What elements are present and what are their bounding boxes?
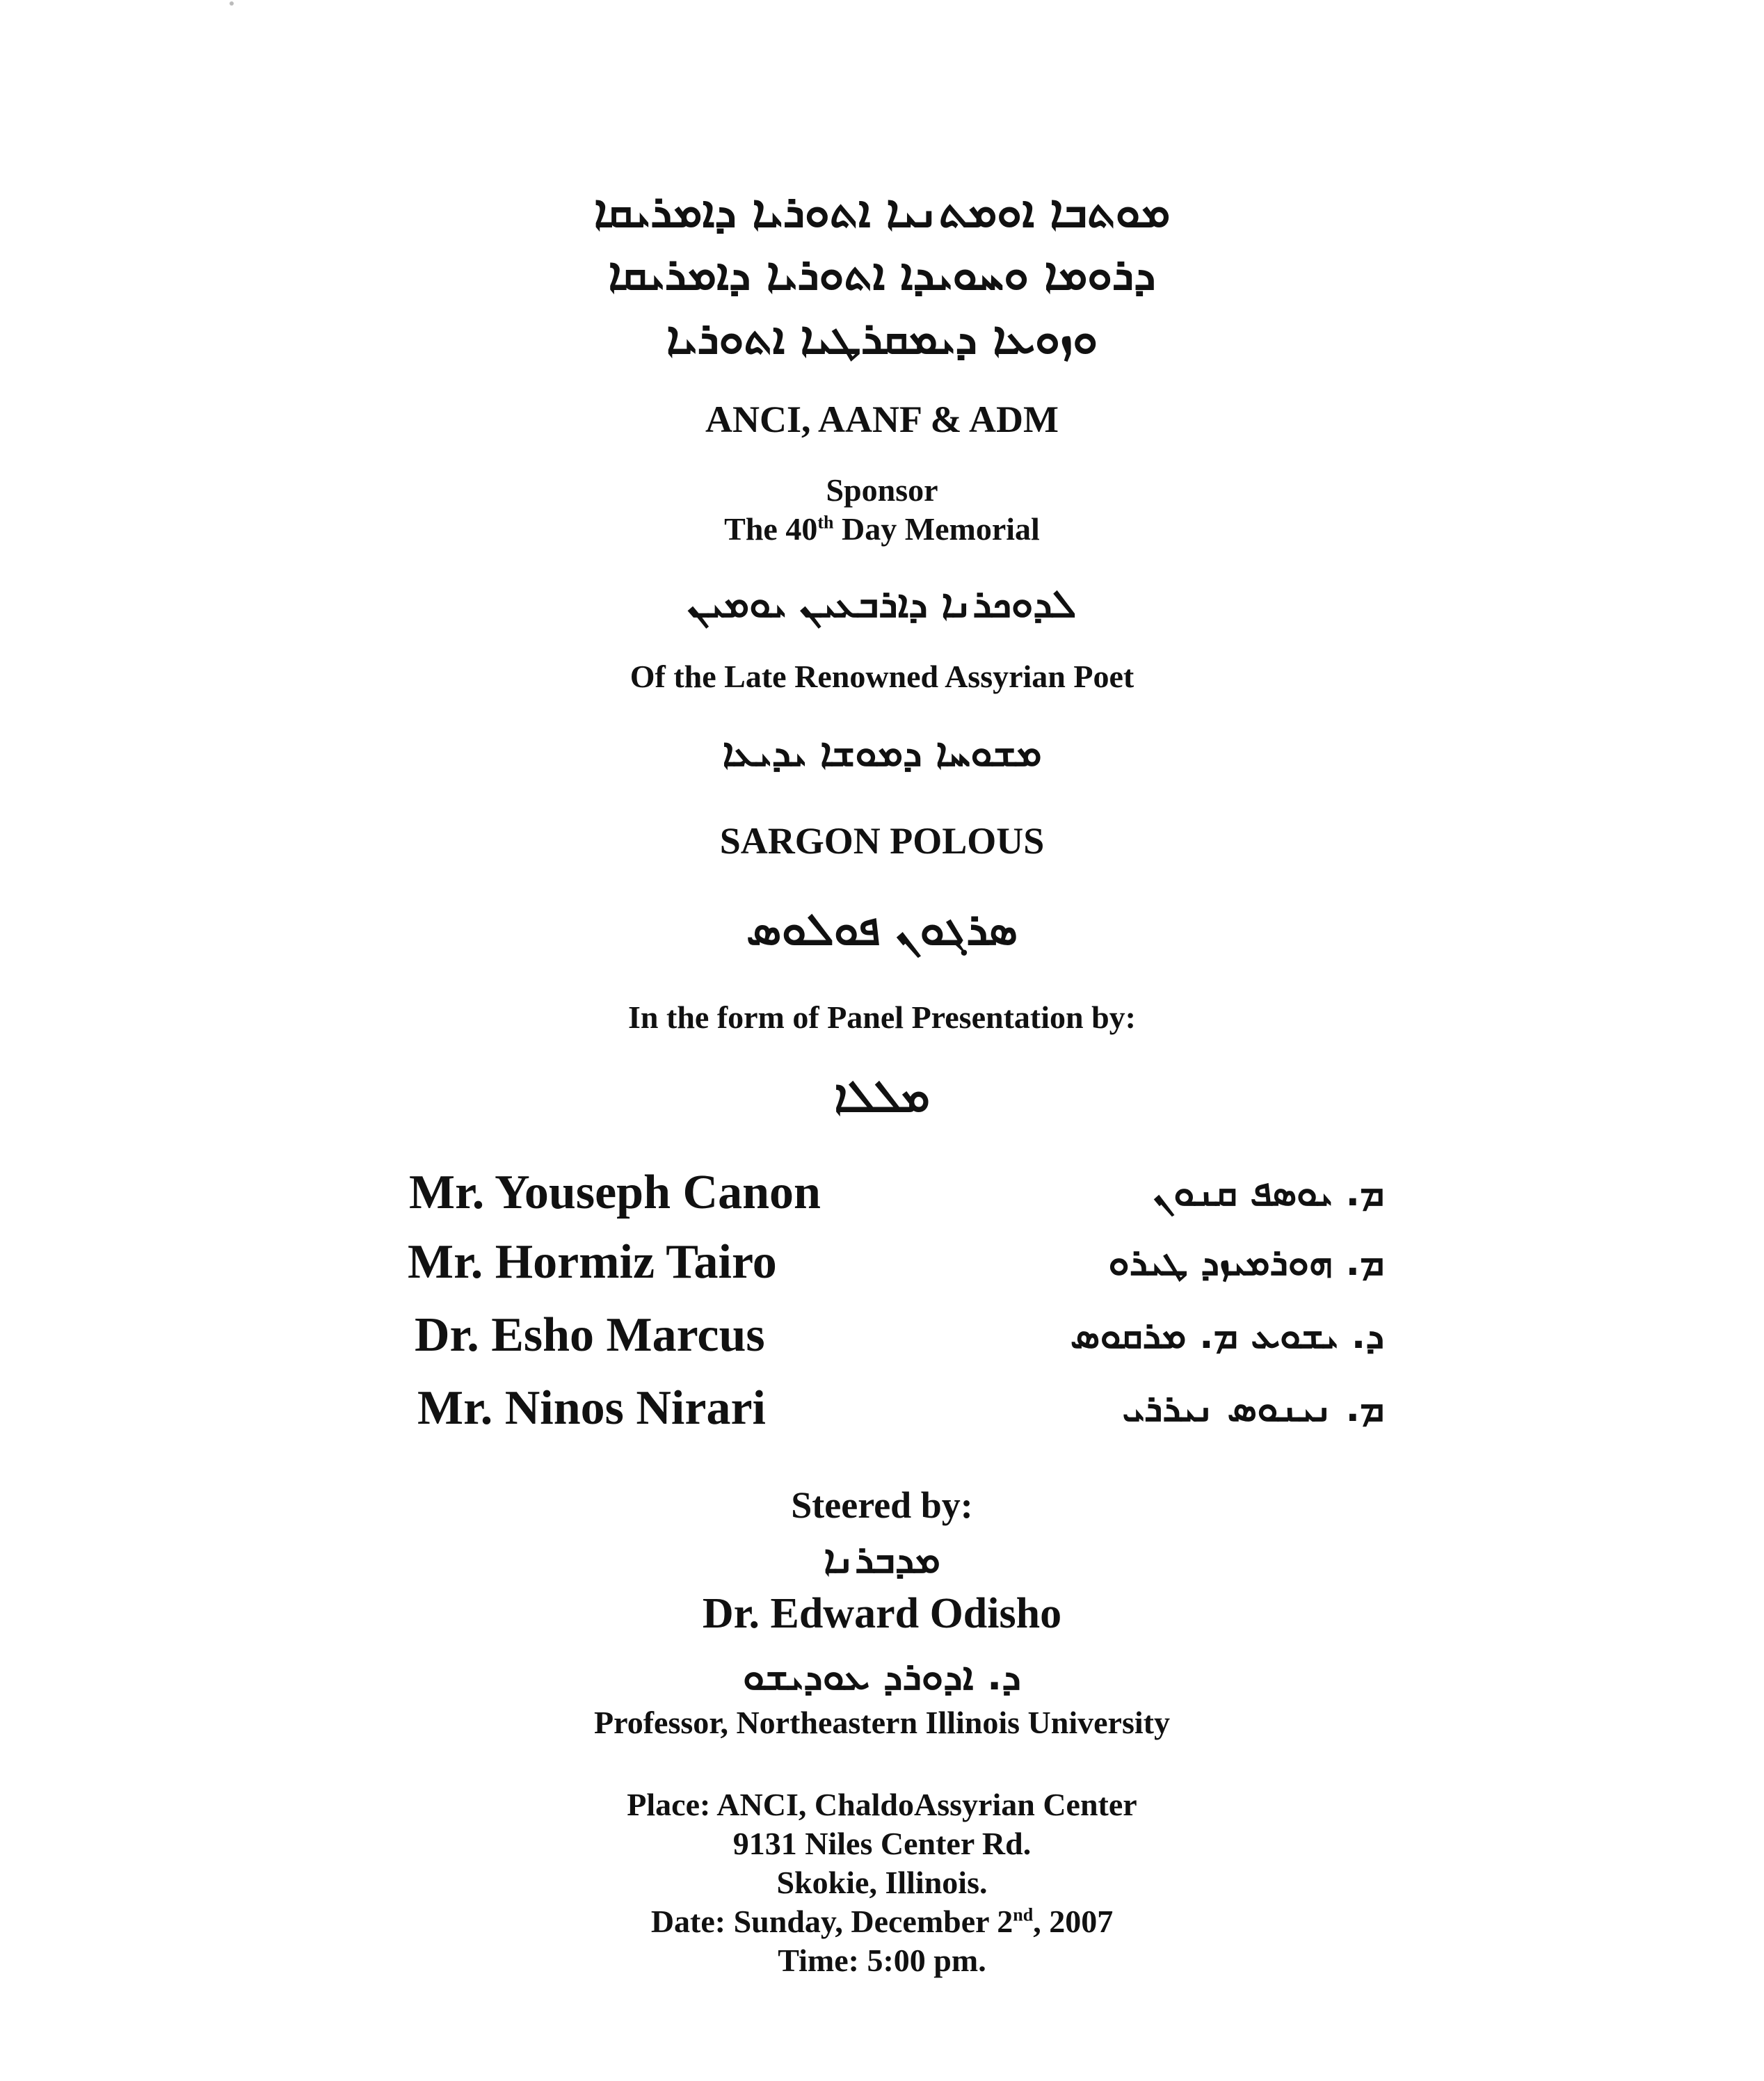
steerer-syriac: ܕ. ܐܕܘܪܕ ܥܘܕܝܫܘ (743, 1654, 1021, 1699)
presenter-syriac: ܡ. ܢܝܢܘܣ ܢܝܪܪܝ (1122, 1386, 1384, 1430)
presenter-row (390, 1308, 1384, 1370)
memorial-title: The 40th Day Memorial (724, 511, 1040, 547)
presenter-name: Mr. Ninos Nirari (417, 1381, 766, 1435)
syriac-header-line-1: ܡܘܬܒܐ ܐܘܡܬܢܝܐ ܐܬܘܪܝܐ ܕܐܡܪܝܩܐ (593, 186, 1171, 238)
event-time: Time: 5:00 pm. (778, 1943, 986, 1978)
steered-label: Steered by: (791, 1484, 973, 1526)
steered-syriac: ܡܕܒܪܢܐ (824, 1537, 940, 1582)
poet-name: SARGON POLOUS (719, 820, 1045, 862)
presenter-name: Dr. Esho Marcus (415, 1308, 765, 1362)
panel-syriac: ܡܠܠܐ (834, 1071, 930, 1123)
poet-syriac-desc: ܡܫܘܚܐ ܕܡܘܫܐ ܝܕܝܥܐ (722, 730, 1042, 776)
steerer-name: Dr. Edward Odisho (702, 1590, 1062, 1637)
presenter-syriac: ܡ. ܝܘܣܦ ܩܢܘܢ (1153, 1171, 1384, 1214)
sponsor-label: Sponsor (826, 472, 938, 508)
poet-name-syriac: ܣܪܓܘܢ ܦܘܠܘܣ (746, 904, 1018, 956)
presenter-syriac: ܡ. ܗܘܪܡܝܙܕ ܛܝܪܘ (1108, 1240, 1384, 1284)
event-date: Date: Sunday, December 2nd, 2007 (650, 1904, 1114, 1939)
presenter-row (390, 1165, 1384, 1228)
presenter-syriac: ܕ. ܝܫܘܥ ܡ. ܡܪܩܘܣ (1070, 1313, 1384, 1357)
speck (230, 1, 234, 6)
syriac-header-line-3: ܘܙܘܥܐ ܕܝܡܩܪܛܝܐ ܐܬܘܪܝܐ (666, 313, 1098, 364)
panel-intro: In the form of Panel Presentation by: (628, 999, 1136, 1035)
poet-intro: Of the Late Renowned Assyrian Poet (630, 659, 1134, 694)
address-line-2: Skokie, Illinois. (776, 1865, 988, 1900)
memorial-syriac: ܠܕܘܟܪܢܐ ܕܐܪܒܥܝܢ ܝܘܡܝܢ (687, 581, 1077, 627)
address-line-1: 9131 Niles Center Rd. (732, 1826, 1032, 1861)
presenter-row (390, 1235, 1384, 1297)
place: Place: ANCI, ChaldoAssyrian Center (627, 1787, 1137, 1822)
presenter-name: Mr. Youseph Canon (409, 1166, 821, 1219)
steerer-title: Professor, Northeastern Illinois University (594, 1705, 1170, 1740)
sponsors-heading: ANCI, AANF & ADM (705, 399, 1059, 440)
presenter-row (390, 1381, 1384, 1443)
presenter-name: Mr. Hormiz Tairo (408, 1235, 777, 1289)
syriac-header-line-2: ܕܪܘܡܐ ܘܚܘܝܕܐ ܐܬܘܪܝܐ ܕܐܡܪܝܩܐ (608, 249, 1156, 300)
